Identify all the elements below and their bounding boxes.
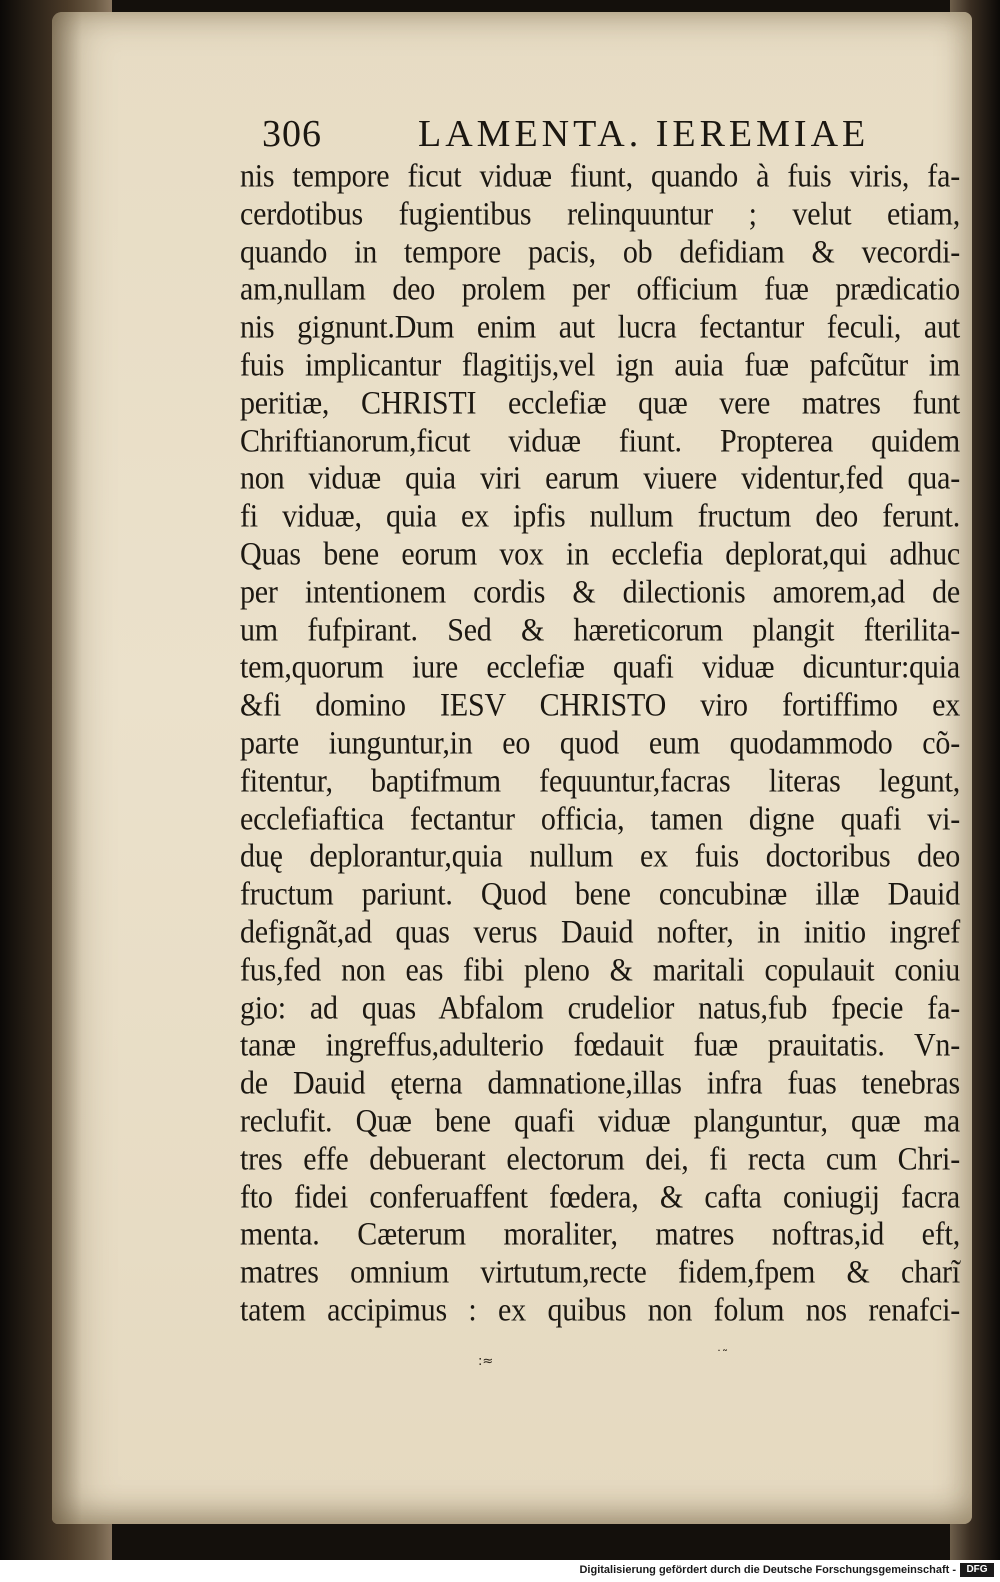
text-line: menta. Cæterum moraliter, matres noftras,id eft, (240, 1216, 960, 1253)
digitization-footer (0, 1560, 1000, 1582)
text-line: fto fidei conferuaffent fœdera, & cafta coniugij facra (240, 1179, 960, 1215)
print-speck: :≈ (478, 1354, 494, 1369)
text-line: defignãt,ad quas verus Dauid nofter, in initio ingref (240, 914, 960, 951)
text-line: gio: ad quas Abfalom crudelior natus,fub fpecie fa- (240, 990, 960, 1026)
text-line: de Dauid ęterna damnatione,illas infra fuas tenebras (240, 1065, 960, 1102)
text-line: um fufpirant. Sed & hæreticorum plangit fterilita- (240, 612, 960, 648)
print-speck: ˙˜ (716, 1348, 728, 1362)
text-line: peritiæ, CHRISTI ecclefiæ quæ vere matres funt (240, 385, 960, 422)
page-number: 306 (262, 113, 322, 155)
text-line: Quas bene eorum vox in ecclefia deplorat,qui adhuc (240, 536, 960, 573)
text-line: quando in tempore pacis, ob defidiam & vecordi- (240, 234, 960, 270)
text-line: cerdotibus fugientibus relinquuntur ; velut etiam, (240, 196, 960, 233)
text-line: ecclefiaftica fectantur officia, tamen digne quafi vi- (240, 801, 960, 837)
text-line: matres omnium virtutum,recte fidem,fpem & charĩ (240, 1254, 960, 1291)
text-line: tres effe debuerant electorum dei, fi recta cum Chri- (240, 1141, 960, 1178)
text-line: tatem accipimus : ex quibus non folum nos renafci- (240, 1292, 960, 1329)
text-line: am,nullam deo prolem per officium fuæ prædicatio (240, 272, 960, 308)
text-line: parte iunguntur,in eo quod eum quodammodo cõ- (240, 725, 960, 762)
text-line: per intentionem cordis & dilectionis amorem,ad de (240, 574, 960, 611)
text-line: duę deplorantur,quia nullum ex fuis doctoribus deo (240, 838, 960, 875)
text-line: Chriftianorum,ficut viduæ fiunt. Propterea quidem (240, 423, 960, 459)
text-line: &fi domino IESV CHRISTO viro fortiffimo ex (240, 687, 960, 724)
text-line: fi viduæ, quia ex ipfis nullum fructum deo ferunt. (240, 498, 960, 535)
text-line: non viduæ quia viri earum viuere videntur,fed qua- (240, 461, 960, 497)
text-line: fitentur, baptifmum fequuntur,facras literas legunt, (240, 763, 960, 800)
text-line: tem,quorum iure ecclefiæ quafi viduæ dicuntur:quia (240, 650, 960, 686)
body-text (240, 158, 960, 1330)
text-line: reclufit. Quæ bene quafi viduæ planguntur, quæ ma (240, 1103, 960, 1140)
text-line: fructum pariunt. Quod bene concubinæ illæ Dauid (240, 876, 960, 913)
funding-credit: Digitalisierung gefördert durch die Deutsche Forschungsgemeinschaft - (579, 1564, 956, 1576)
text-line: fuis implicantur flagitijs,vel ign auia fuæ pafcũtur im (240, 347, 960, 384)
text-line: tanæ ingreffus,adulterio fœdauit fuæ prauitatis. Vn- (240, 1027, 960, 1064)
text-line: nis gignunt.Dum enim aut lucra fectantur feculi, aut (240, 309, 960, 346)
text-line: nis tempore ficut viduæ fiunt, quando à fuis viris, fa- (240, 158, 960, 195)
running-title: LAMENTA. IEREMIAE (418, 113, 870, 155)
dfg-logo: DFG (960, 1563, 994, 1577)
text-line: fus,fed non eas fibi pleno & maritali copulauit coniu (240, 952, 960, 989)
page-gutter-shadow (52, 12, 82, 1524)
